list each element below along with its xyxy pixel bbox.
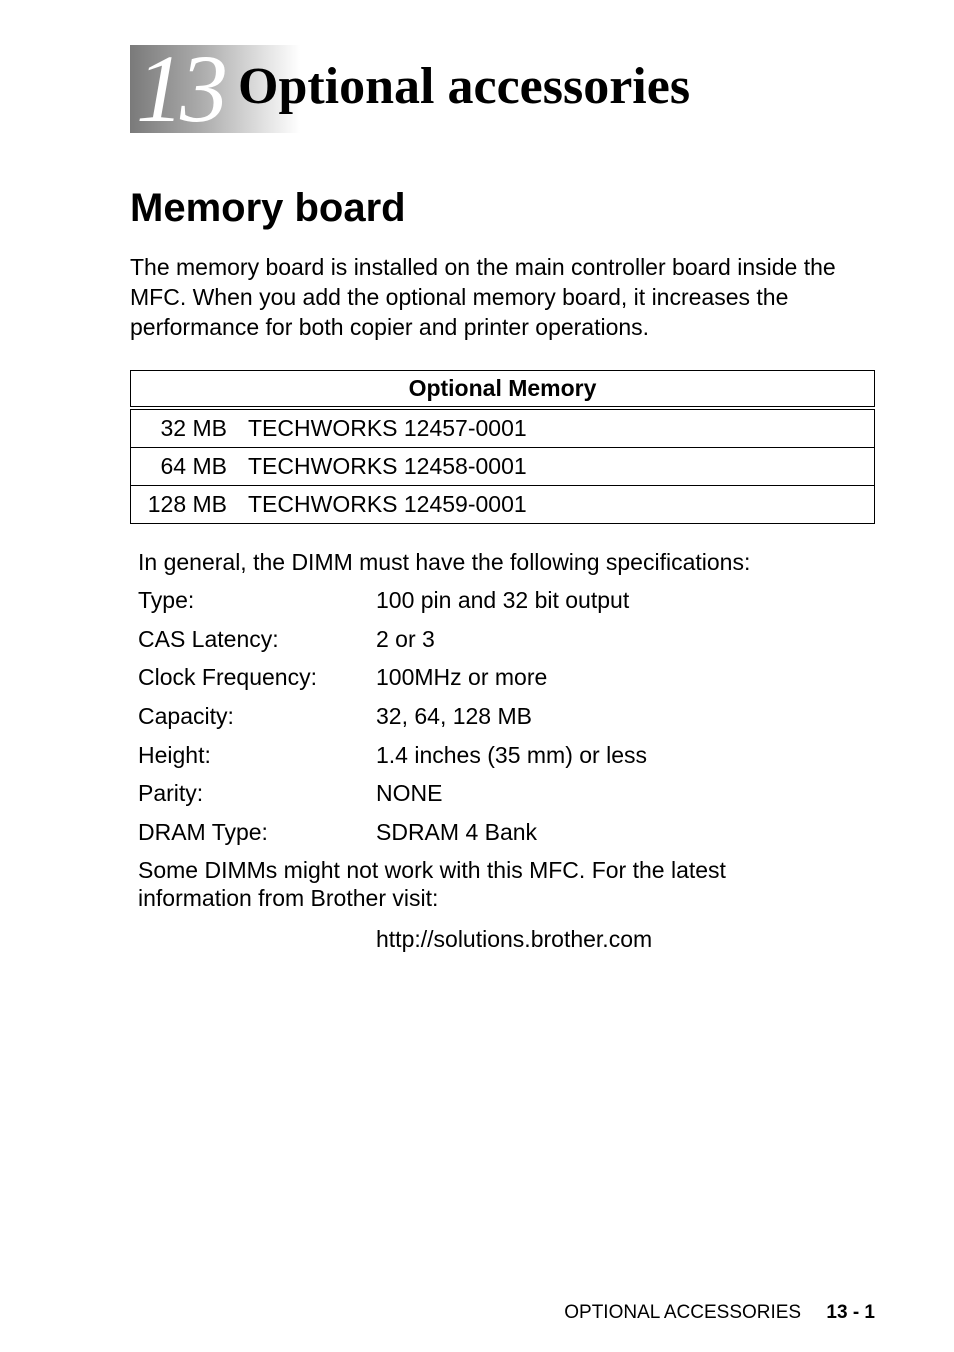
memory-size: 32 MB — [131, 408, 228, 448]
compatibility-note: Some DIMMs might not work with this MFC. For the latest information from Brother visit: — [138, 857, 726, 911]
footer-page-number: 13 - 1 — [826, 1302, 875, 1323]
table-row — [131, 486, 875, 524]
spec-label: Parity: — [138, 780, 204, 807]
memory-part-number: TECHWORKS 12457-0001 — [227, 408, 875, 448]
memory-part-number: TECHWORKS 12459-0001 — [227, 486, 875, 524]
spec-value: 100MHz or more — [376, 664, 548, 691]
spec-value: SDRAM 4 Bank — [376, 819, 538, 846]
chapter-number: 13 — [136, 35, 224, 142]
spec-value: 1.4 inches (35 mm) or less — [376, 741, 647, 768]
memory-size: 64 MB — [131, 448, 228, 486]
spec-value: NONE — [376, 780, 443, 807]
optional-memory-table — [130, 370, 875, 524]
spec-intro: In general, the DIMM must have the following specifications: — [138, 549, 751, 575]
footer-chapter-label: OPTIONAL ACCESSORIES — [564, 1302, 802, 1323]
spec-label: Type: — [138, 587, 195, 613]
spec-value: 100 pin and 32 bit output — [376, 587, 630, 613]
memory-size: 128 MB — [131, 486, 228, 524]
spec-value: 2 or 3 — [376, 625, 435, 652]
page-footer — [564, 1300, 875, 1326]
spec-label: CAS Latency: — [138, 625, 279, 652]
spec-label: Clock Frequency: — [138, 664, 317, 691]
spec-label: Capacity: — [138, 703, 234, 730]
table-row — [131, 448, 875, 486]
section-intro: The memory board is installed on the main controller board inside the MFC. When you add the optional memory board, it increases the performance for both copier and printer operations. — [130, 254, 836, 340]
spec-value: 32, 64, 128 MB — [376, 703, 532, 730]
spec-label: Height: — [138, 741, 211, 768]
spec-label: DRAM Type: — [138, 819, 268, 846]
section-title: Memory board — [130, 186, 406, 230]
chapter-title: Optional accessories — [238, 58, 691, 115]
memory-part-number: TECHWORKS 12458-0001 — [227, 448, 875, 486]
table-row — [131, 408, 875, 448]
brother-solutions-url: http://solutions.brother.com — [376, 926, 653, 952]
table-header: Optional Memory — [131, 371, 875, 409]
